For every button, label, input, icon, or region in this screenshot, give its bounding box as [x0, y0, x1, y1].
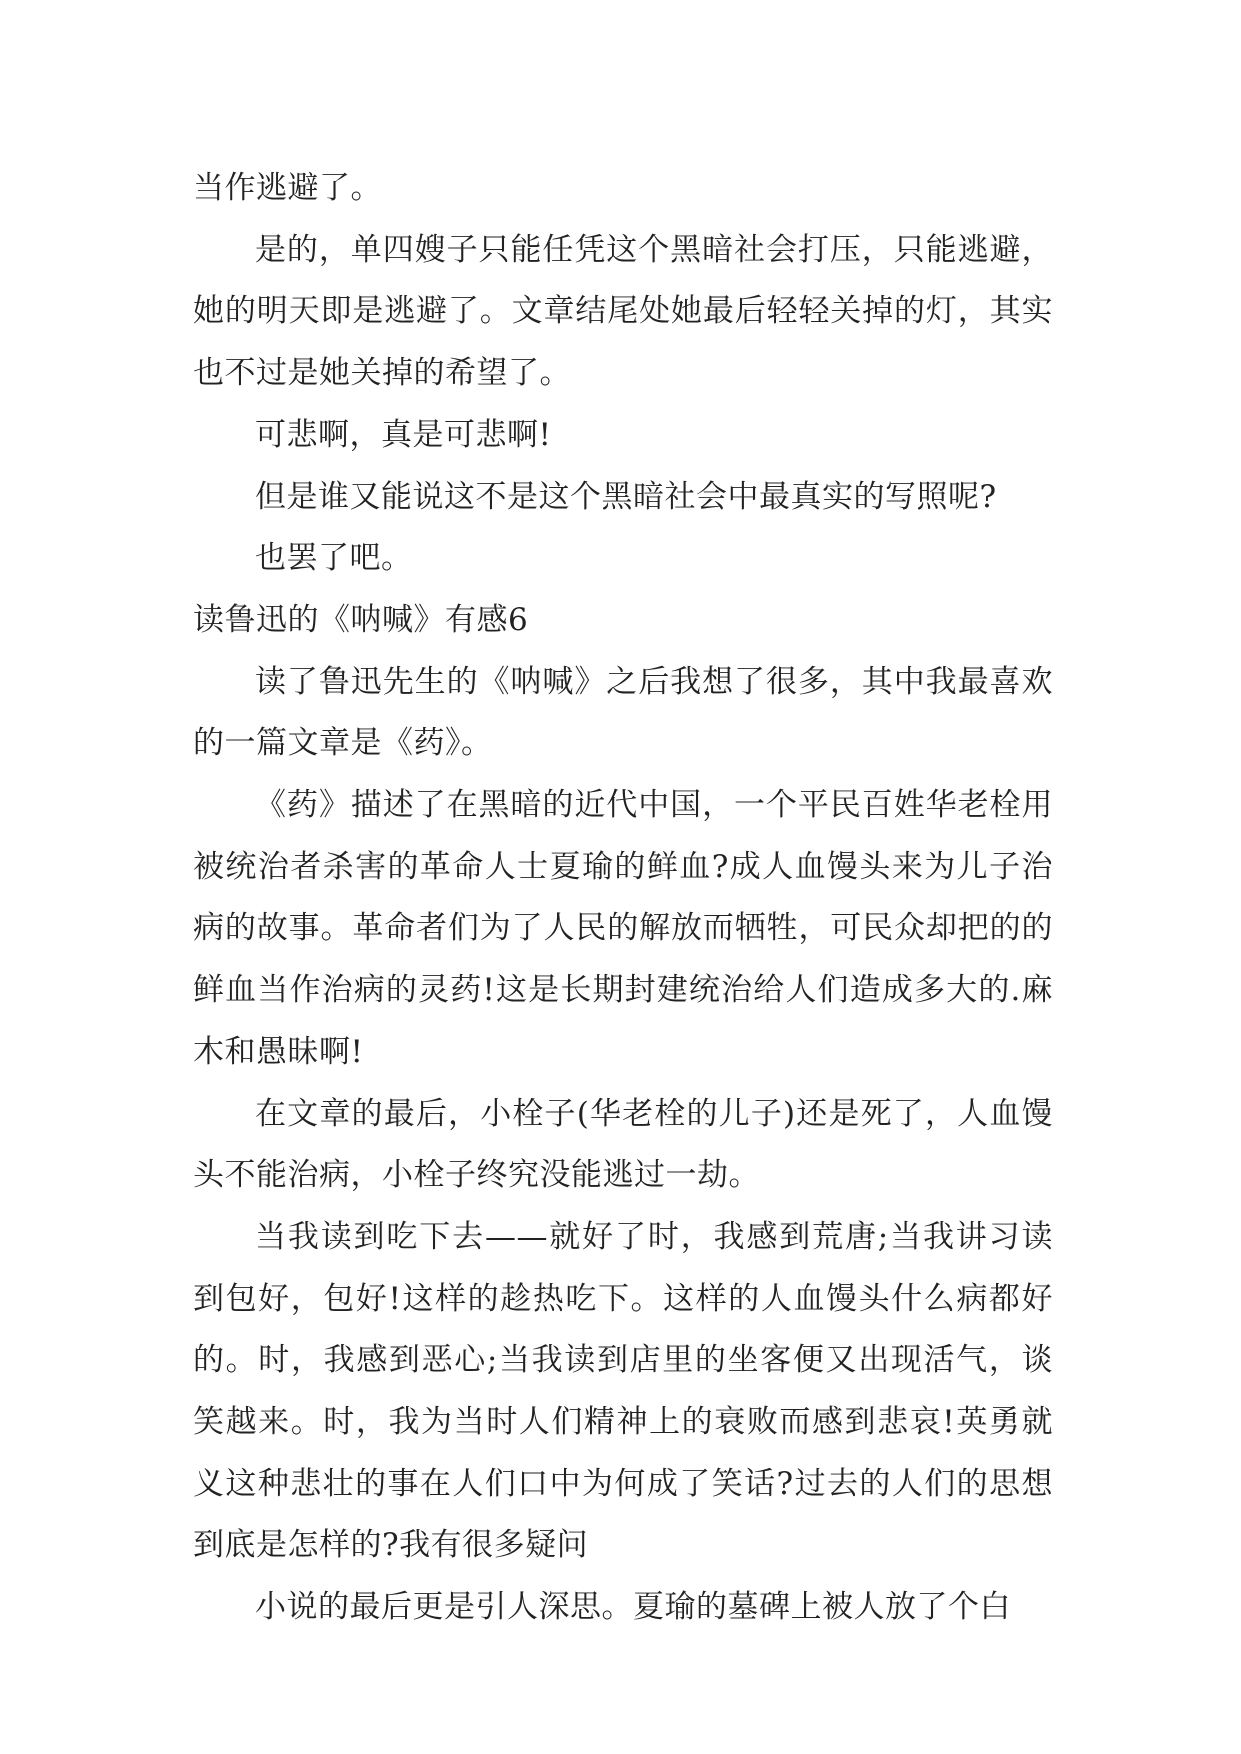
paragraph: 也罢了吧。	[255, 540, 413, 577]
paragraph: 小说的最后更是引人深思。夏瑜的墓碑上被人放了个白	[255, 1589, 1011, 1626]
document-body	[193, 158, 1053, 1639]
paragraph: 当作逃避了。	[193, 170, 382, 206]
paragraph: 在文章的最后，小栓子(华老栓的儿子)还是死了，人血馒头不能治病，小栓子终究没能逃过一劫。	[193, 1095, 1053, 1194]
paragraph: 但是谁又能说这不是这个黑暗社会中最真实的写照呢?	[255, 478, 997, 515]
paragraph: 当我读到吃下去——就好了时，我感到荒唐;当我讲习读到包好，包好!这样的趁热吃下。这样的人血馒头什么病都好的。时，我感到恶心;当我读到店里的坐客便又出现活气，谈笑越来。时，我为当时人们精神上的衰败而感到悲哀!英勇就义这种悲壮的事在人们口中为何成了笑话?过去的人们的思想到底是怎样的?我有很多疑问	[193, 1218, 1053, 1564]
paragraph: 可悲啊，真是可悲啊!	[255, 416, 552, 453]
paragraph: 读了鲁迅先生的《呐喊》之后我想了很多，其中我最喜欢的一篇文章是《药》。	[193, 663, 1053, 762]
paragraph: 是的，单四嫂子只能任凭这个黑暗社会打压，只能逃避，她的明天即是逃避了。文章结尾处她最后轻轻关掉的灯，其实也不过是她关掉的希望了。	[193, 231, 1053, 392]
paragraph: 《药》描述了在黑暗的近代中国，一个平民百姓华老栓用被统治者杀害的革命人士夏瑜的鲜血?成人血馒头来为儿子治病的故事。革命者们为了人民的解放而牺牲，可民众却把的的鲜血当作治病的灵药!这是长期封建统治给人们造成多大的.麻木和愚昧啊!	[193, 787, 1053, 1070]
section-heading: 读鲁迅的《呐喊》有感6	[193, 601, 529, 638]
